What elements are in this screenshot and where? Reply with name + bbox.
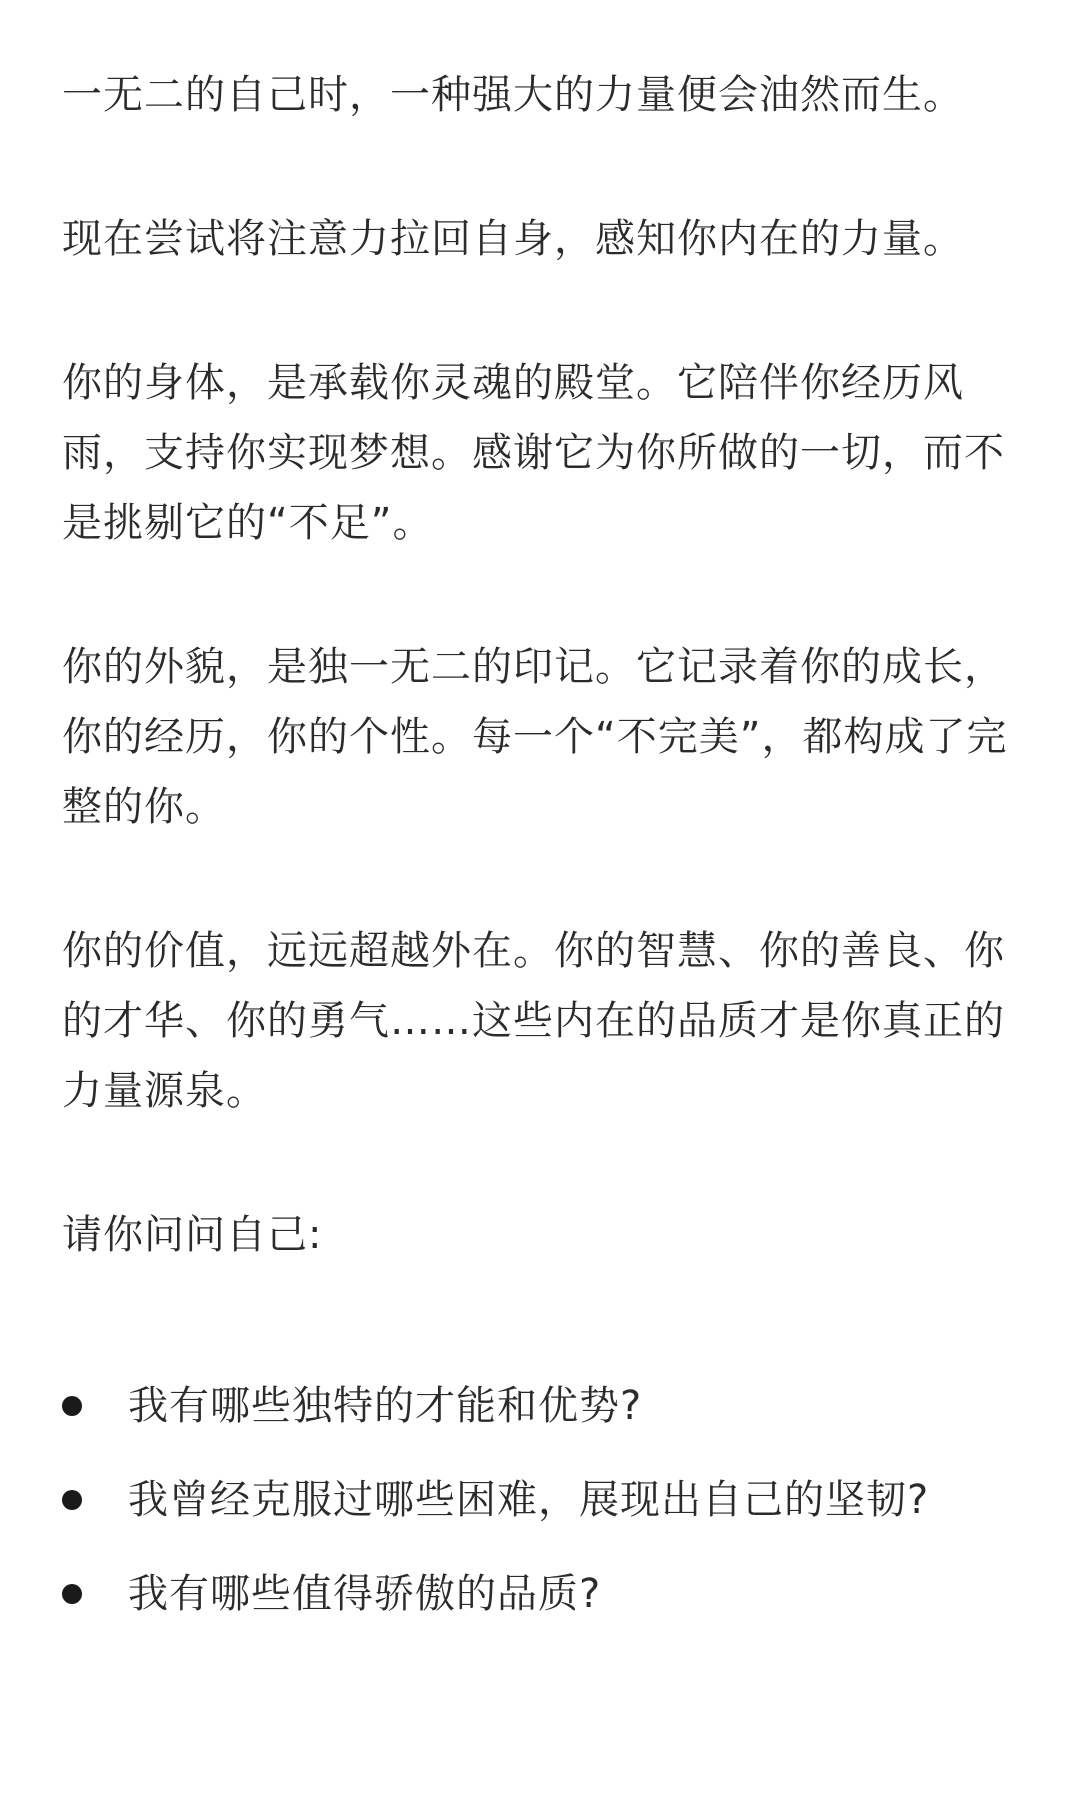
question-list bbox=[62, 1376, 1037, 1624]
list-item bbox=[62, 1564, 1037, 1624]
paragraph-spacer bbox=[62, 558, 1037, 632]
paragraph-4: 你的外貌，是独一无二的印记。它记录着你的成长，你的经历，你的个性。每一个“不完美”，都构成了完整的你。 bbox=[62, 644, 1008, 830]
paragraph-spacer bbox=[62, 274, 1037, 348]
list-item bbox=[62, 1376, 1037, 1436]
question-text: 我有哪些值得骄傲的品质? bbox=[128, 1571, 602, 1617]
paragraph-spacer bbox=[62, 842, 1037, 916]
paragraph-3: 你的身体，是承载你灵魂的殿堂。它陪伴你经历风雨，支持你实现梦想。感谢它为你所做的一切，而不是挑剔它的“不足”。 bbox=[62, 360, 1005, 546]
paragraph-2: 现在尝试将注意力拉回自身，感知你内在的力量。 bbox=[62, 216, 964, 262]
paragraph-6: 请你问问自己: bbox=[62, 1212, 323, 1258]
bullet-icon bbox=[62, 1490, 82, 1510]
bullet-icon bbox=[62, 1584, 82, 1604]
paragraph-spacer bbox=[62, 1270, 1037, 1376]
paragraph-spacer bbox=[62, 1126, 1037, 1200]
question-text: 我曾经克服过哪些困难，展现出自己的坚韧? bbox=[128, 1477, 930, 1523]
bullet-icon bbox=[62, 1396, 82, 1416]
paragraph-spacer bbox=[62, 130, 1037, 204]
article-body bbox=[62, 60, 1037, 1658]
paragraph-1: 一无二的自己时，一种强大的力量便会油然而生。 bbox=[62, 72, 964, 118]
paragraph-5: 你的价值，远远超越外在。你的智慧、你的善良、你的才华、你的勇气……这些内在的品质才是你真正的力量源泉。 bbox=[62, 928, 1005, 1114]
question-text: 我有哪些独特的才能和优势? bbox=[128, 1383, 643, 1429]
list-item bbox=[62, 1470, 1037, 1530]
